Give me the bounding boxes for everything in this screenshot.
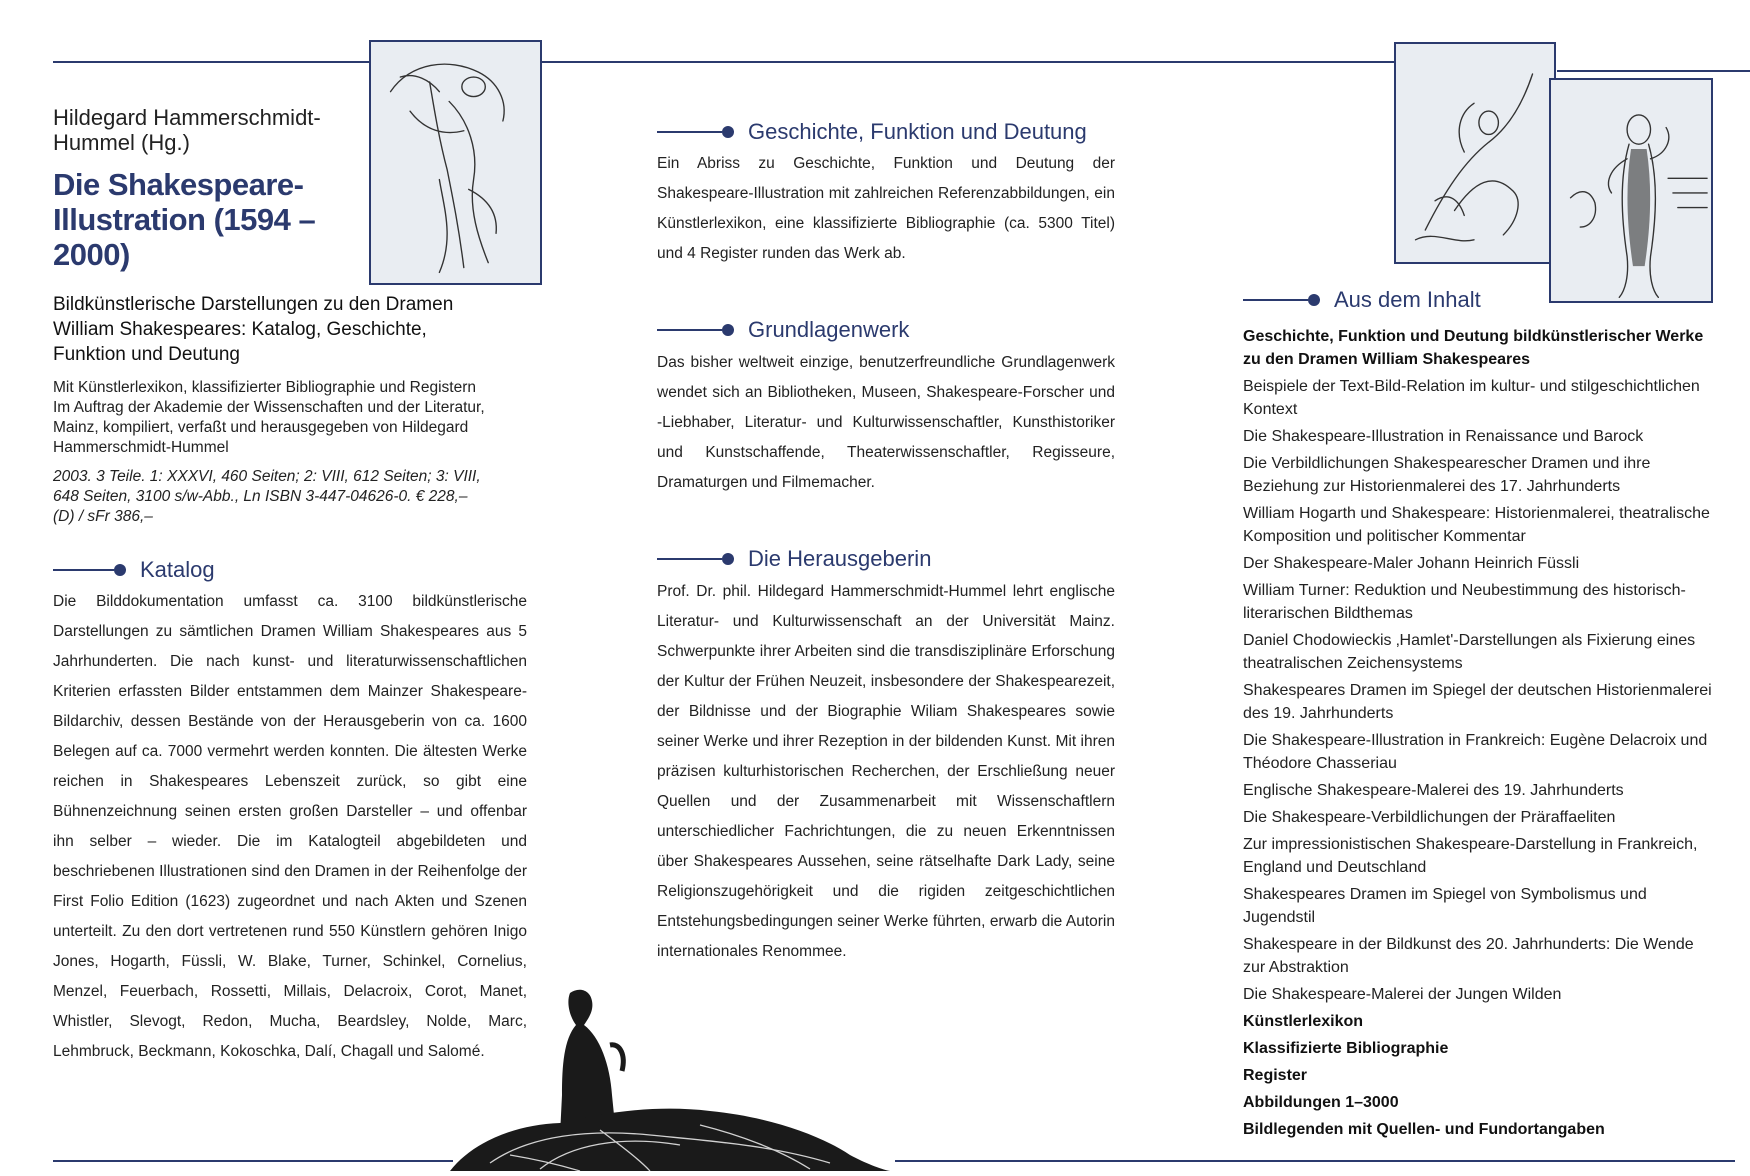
- book-subtitle: Bildkünstlerische Darstellungen zu den Dramen William Shakespeares: Katalog, Geschichte, Funktion und Deutung: [53, 294, 454, 365]
- contents-item: Englische Shakespeare-Malerei des 19. Jahrhunderts: [1243, 782, 1624, 799]
- contents-item: Die Shakespeare-Illustration in Renaissance und Barock: [1243, 428, 1644, 445]
- silhouette-figure-illustration: [450, 985, 900, 1171]
- heading-aus-dem-inhalt: [1243, 287, 1481, 313]
- heading-line: [53, 569, 114, 571]
- contents-item: Shakespeare in der Bildkunst des 20. Jahrhunderts: Die Wende zur Abstraktion: [1243, 936, 1694, 976]
- contents-item: Shakespeares Dramen im Spiegel von Symbolismus und Jugendstil: [1243, 886, 1647, 926]
- top-rule-right: [1557, 70, 1750, 72]
- top-rule-left: [53, 61, 371, 63]
- heading-geschichte-label: Geschichte, Funktion und Deutung: [748, 119, 1087, 144]
- katalog-text: Die Bilddokumentation umfasst ca. 3100 bildkünstlerische Darstellungen zu sämtlichen Dramen William Shakespeares aus 5 Jahrhunderten. Die nach kunst- und literaturwissenschaftlichen Kriterien erfassten Bilder entstammen dem Mainzer Shakespeare-Bildarchiv, dessen Bestände von der Herausgeberin von ca. 1600 Belegen auf ca. 7000 vermehrt werden konnten. Die ältesten Werke reichen in Shakespeares Lebenszeit zurück, so gibt eine Bühnenzeichnung seinen ersten großen Darsteller – und offenbar ihn selber – wieder. Die im Katalogteil abgebildeten und beschriebenen Illustrationen sind den Dramen in der Reihenfolge der First Folio Edition (1623) zugeordnet und nach Akten und Szenen unterteilt. Zu den dort vertretenen rund 550 Künstlern gehören Inigo Jones, Hogarth, Füssli, W. Blake, Turner, Schinkel, Cornelius, Menzel, Feuerbach, Rossetti, Millais, Delacroix, Corot, Manet, Whistler, Slevogt, Redon, Mucha, Beardsley, Nolde, Marc, Lehmbruck, Beckmann, Kokoschka, Dalí, Chagall und Salomé.: [53, 593, 527, 1060]
- grundlagenwerk-text: Das bisher weltweit einzige, benutzerfreundliche Grundlagenwerk wendet sich an Bibliotheken, Museen, Shakespeare-Forscher und -Liebhaber, Literatur- und Kulturwissenschaftler, Kunsthistoriker und Kunstschaffende, Theaterwissenschaftler, Regisseure, Dramaturgen und Filmemacher.: [657, 354, 1115, 491]
- contents-item: Künstlerlexikon: [1243, 1013, 1364, 1030]
- contents-item: Der Shakespeare-Maler Johann Heinrich Füssli: [1243, 555, 1580, 572]
- heading-inhalt-label: Aus dem Inhalt: [1334, 287, 1481, 312]
- contents-item: Register: [1243, 1067, 1308, 1084]
- contents-item: Bildlegenden mit Quellen- und Fundortangaben: [1243, 1121, 1605, 1138]
- contents-item: William Hogarth und Shakespeare: Historienmalerei, theatralische Komposition und politischer Kommentar: [1243, 505, 1710, 545]
- heading-grundlagenwerk-label: Grundlagenwerk: [748, 317, 910, 342]
- contents-item: Beispiele der Text-Bild-Relation im kultur- und stilgeschichtlichen Kontext: [1243, 378, 1700, 418]
- book-publication-info: 2003. 3 Teile. 1: XXXVI, 460 Seiten; 2: VIII, 612 Seiten; 3: VIII, 648 Seiten, 3100 s/w-Abb., Ln ISBN 3-447-04626-0. € 228,– (D) / sFr 386,–: [53, 468, 481, 525]
- bullet-dot-icon: [1308, 294, 1320, 306]
- bullet-dot-icon: [722, 324, 734, 336]
- contents-item: Die Shakespeare-Verbildlichungen der Präraffaeliten: [1243, 809, 1616, 826]
- book-title: Die Shakespeare-Illustration (1594 – 2000): [53, 167, 316, 272]
- contents-item: Die Verbildlichungen Shakespearescher Dramen und ihre Beziehung zur Historienmalerei des 17. Jahrhunderts: [1243, 455, 1651, 495]
- geschichte-text: Ein Abriss zu Geschichte, Funktion und Deutung der Shakespeare-Illustration mit zahlreichen Referenzabbildungen, ein Künstlerlexikon, eine klassifizierte Bibliographie (ca. 5300 Titel) und 4 Register runden das Werk ab.: [657, 155, 1115, 262]
- contents-item: Zur impressionistischen Shakespeare-Darstellung in Frankreich, England und Deutschland: [1243, 836, 1698, 876]
- top-rule-middle: [541, 61, 1394, 63]
- bottom-rule-right: [895, 1160, 1735, 1162]
- sketch-illustration-hamlet: [1549, 78, 1713, 303]
- bottom-rule-left: [53, 1160, 453, 1162]
- heading-line: [1243, 299, 1308, 301]
- herausgeberin-text: Prof. Dr. phil. Hildegard Hammerschmidt-Hummel lehrt englische Literatur- und Kulturwissenschaft an der Universität Mainz. Schwerpunkte ihrer Arbeiten sind die transdisziplinäre Erforschung der Kultur der Frühen Neuzeit, insbesondere der Shakespearezeit, der Bildnisse und der Biographie Wiliam Shakespeares sowie seiner Werke und ihrer Rezeption in der bildenden Kunst. Mit ihren präzisen kulturhistorischen Recherchen, der Erschließung neuer Quellen und der Zusammenarbeit mit Wissenschaftlern unterschiedlicher Fachrichtungen, die zu neuen Erkenntnissen über Shakespeares Aussehen, seine rätselhafte Dark Lady, seine Religionszugehörigkeit und die rigiden zeitgeschichtlichen Entstehungsbedingungen seiner Werke führten, erwarb die Autorin internationales Renommee.: [657, 583, 1115, 960]
- book-meta: Mit Künstlerlexikon, klassifizierter Bibliographie und Registern Im Auftrag der Akademie der Wissenschaften und der Literatur, Mainz, kompiliert, verfaßt und herausgegeben von Hildegard Hammerschmidt-Hummel: [53, 379, 485, 456]
- sketch-illustration-figures: [1394, 42, 1556, 264]
- heading-herausgeberin: [657, 546, 931, 572]
- contents-item: Daniel Chodowieckis ‚Hamlet'-Darstellungen als Fixierung eines theatralischen Zeichensystems: [1243, 632, 1696, 672]
- contents-item: Die Shakespeare-Illustration in Frankreich: Eugène Delacroix und Théodore Chasseriau: [1243, 732, 1708, 772]
- heading-line: [657, 329, 722, 331]
- contents-item: William Turner: Reduktion und Neubestimmung des historisch-literarischen Bildthemas: [1243, 582, 1686, 622]
- bullet-dot-icon: [114, 564, 126, 576]
- contents-item: Geschichte, Funktion und Deutung bildkünstlerischer Werke zu den Dramen William Shakespeares: [1243, 328, 1704, 368]
- sketch-illustration-dancers: [369, 40, 542, 285]
- heading-line: [657, 131, 722, 133]
- heading-grundlagenwerk: [657, 317, 909, 343]
- contents-item: Die Shakespeare-Malerei der Jungen Wilden: [1243, 986, 1562, 1003]
- heading-katalog-label: Katalog: [140, 557, 215, 582]
- bullet-dot-icon: [722, 553, 734, 565]
- contents-item: Klassifizierte Bibliographie: [1243, 1040, 1449, 1057]
- contents-item: Shakespeares Dramen im Spiegel der deutschen Historienmalerei des 19. Jahrhunderts: [1243, 682, 1712, 722]
- heading-geschichte: [657, 119, 1087, 145]
- contents-list: [1243, 325, 1713, 1145]
- contents-item: Abbildungen 1–3000: [1243, 1094, 1399, 1111]
- heading-katalog: [53, 557, 215, 583]
- heading-herausgeberin-label: Die Herausgeberin: [748, 546, 932, 571]
- heading-line: [657, 558, 722, 560]
- bullet-dot-icon: [722, 126, 734, 138]
- book-author: Hildegard Hammerschmidt-Hummel (Hg.): [53, 105, 321, 155]
